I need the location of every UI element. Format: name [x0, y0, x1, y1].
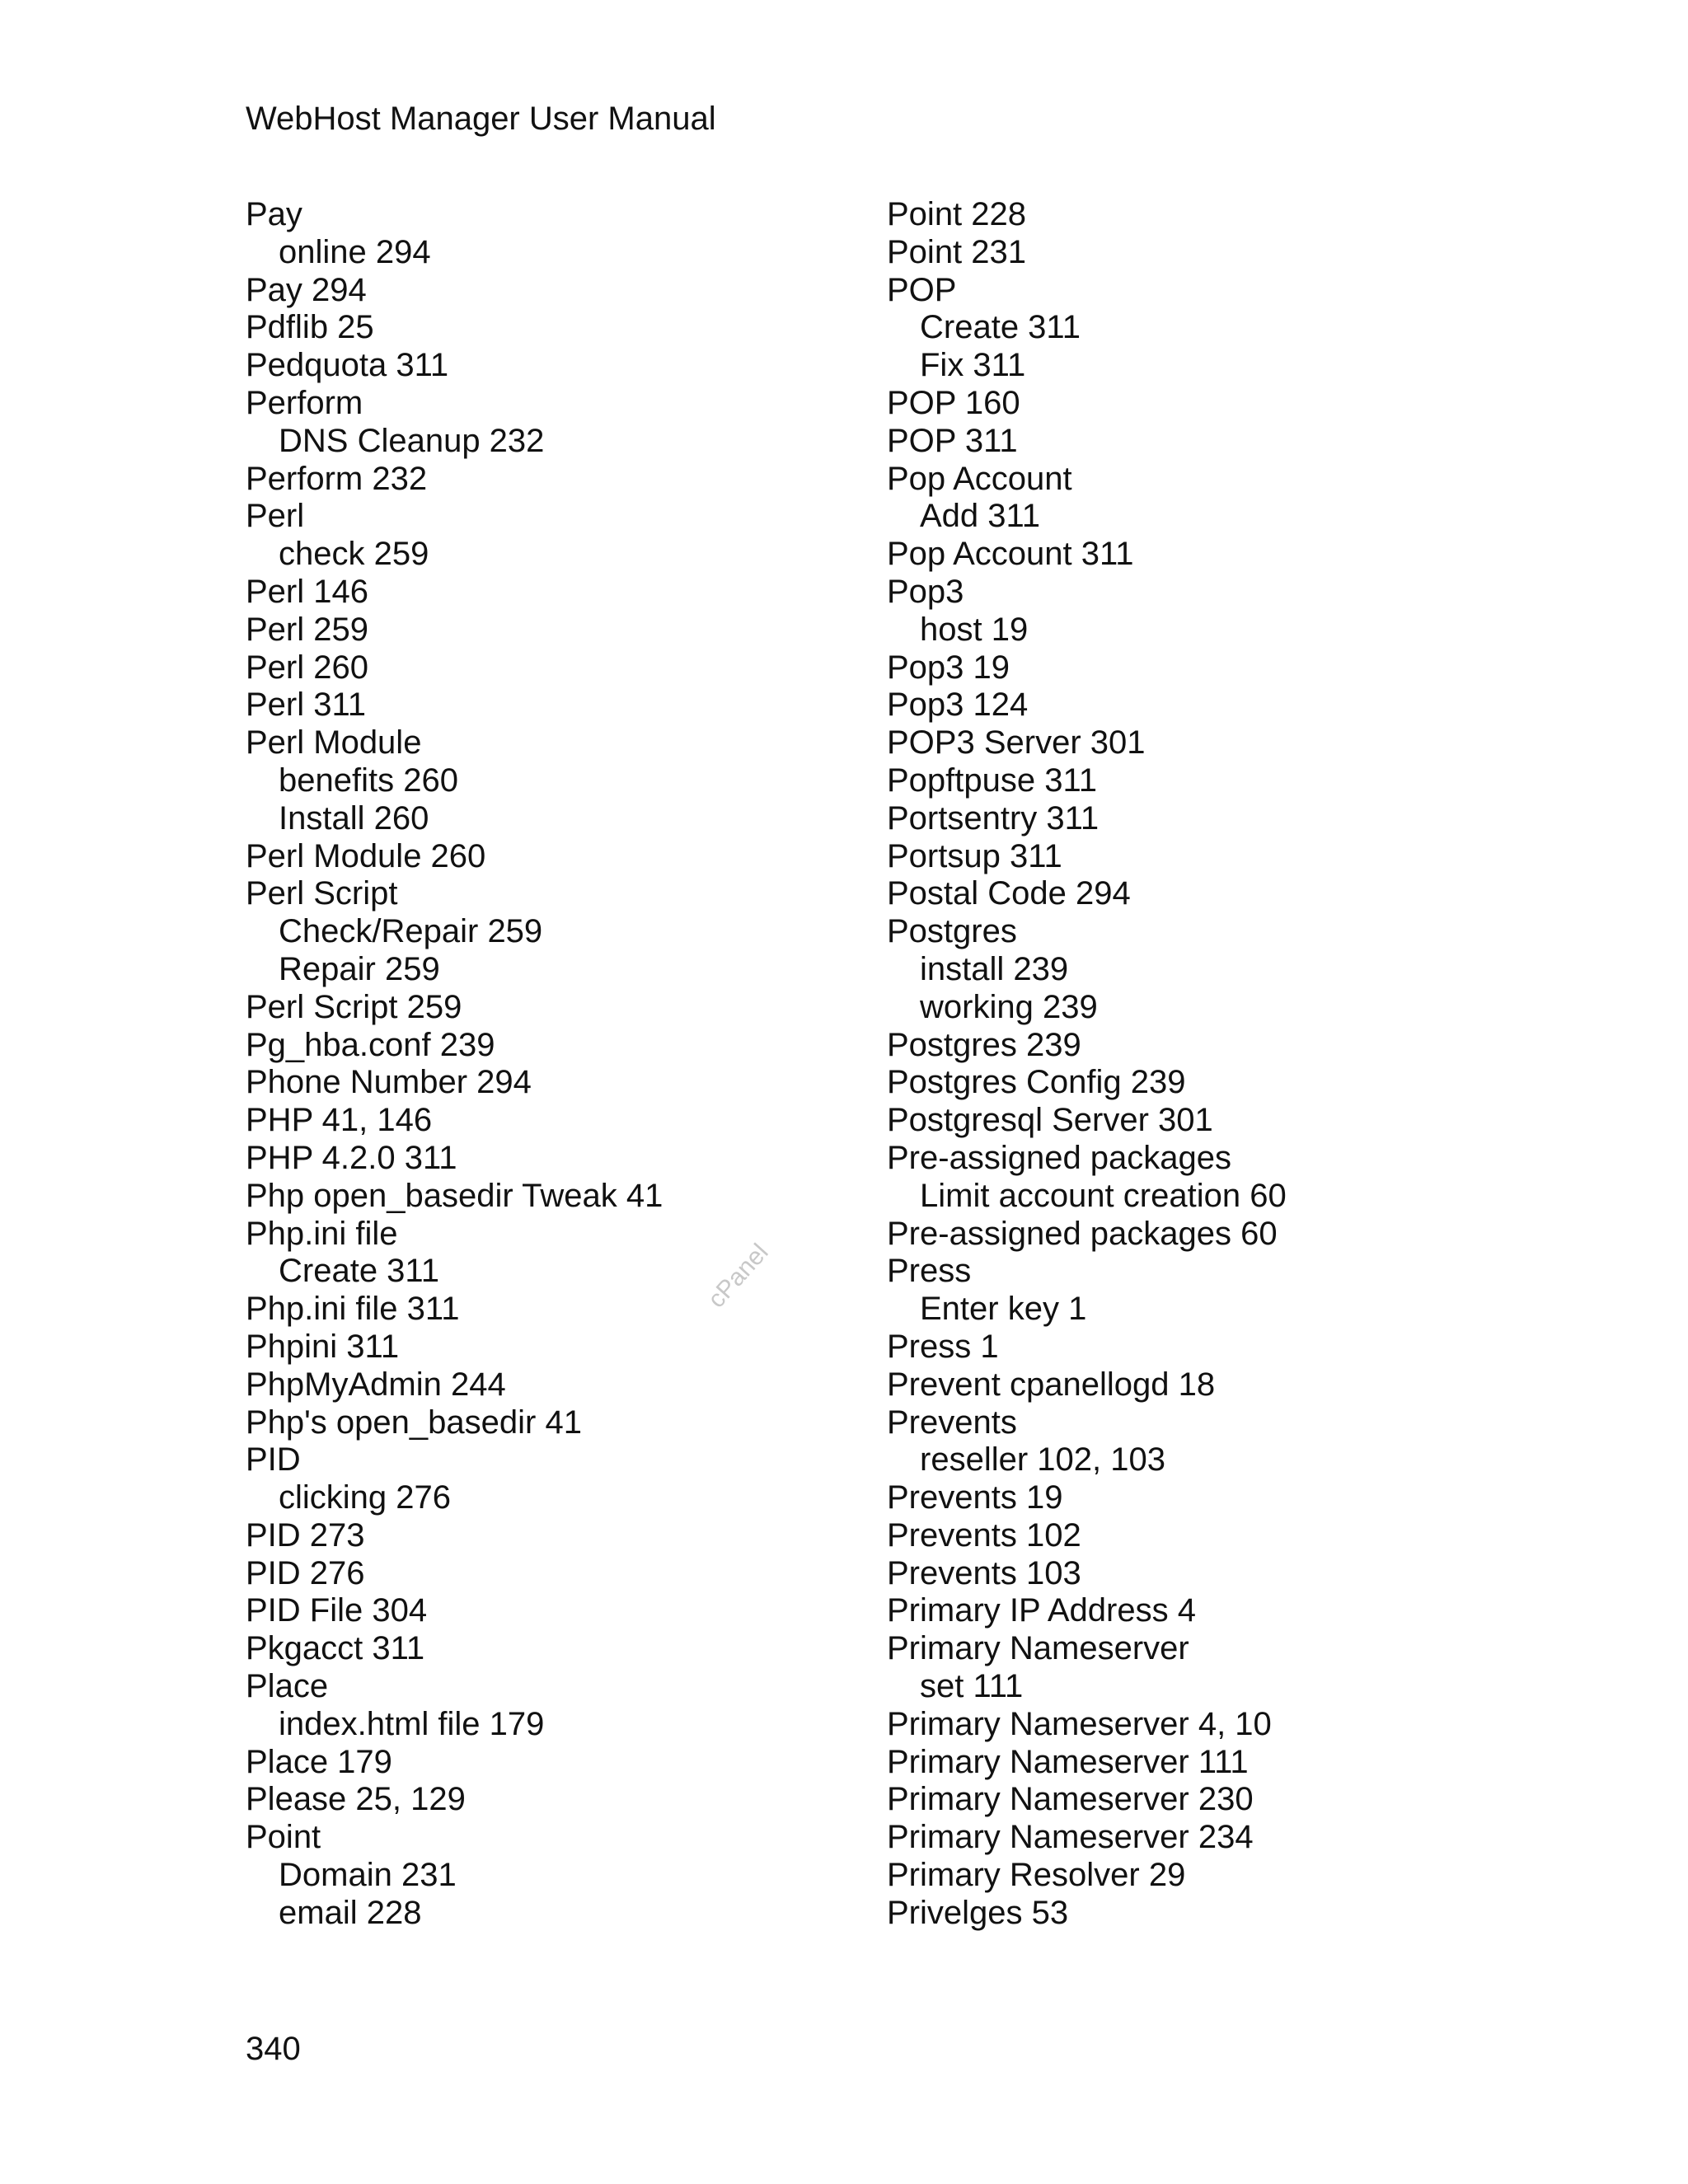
watermark: cPanel: [702, 1239, 774, 1314]
index-entry: Pop3: [887, 573, 964, 610]
index-entry: Postgres: [887, 913, 1017, 950]
index-entry: Pre-assigned packages 60: [887, 1215, 1278, 1252]
index-entry: Prevents: [887, 1404, 1017, 1441]
index-entry: Postgresql Server 301: [887, 1102, 1213, 1139]
index-subentry: host 19: [920, 611, 1029, 648]
index-subentry: index.html file 179: [279, 1705, 545, 1742]
index-entry: Primary Nameserver 230: [887, 1781, 1254, 1818]
index-entry: Phpini 311: [246, 1328, 400, 1365]
index-entry: Pedquota 311: [246, 347, 449, 384]
page-header-title: WebHost Manager User Manual: [246, 101, 716, 137]
index-entry: Popftpuse 311: [887, 762, 1098, 799]
index-entry: Perl 259: [246, 611, 368, 648]
index-entry: Perl Script 259: [246, 988, 462, 1025]
index-entry: Point 231: [887, 233, 1027, 270]
index-subentry: Install 260: [279, 799, 429, 837]
index-entry: Perl: [246, 498, 305, 535]
index-subentry: Enter key 1: [920, 1291, 1087, 1328]
index-entry: Primary Nameserver 111: [887, 1743, 1249, 1780]
index-subentry: set 111: [920, 1668, 1024, 1705]
index-entry: Point: [246, 1819, 321, 1856]
index-entry: Php open_basedir Tweak 41: [246, 1177, 663, 1214]
index-entry: Php.ini file: [246, 1215, 398, 1252]
index-column-right: [887, 196, 1546, 1933]
index-subentry: working 239: [920, 988, 1098, 1025]
index-entry: PHP 41, 146: [246, 1102, 433, 1139]
index-subentry: check 259: [279, 536, 429, 573]
index-entry: Pop Account 311: [887, 536, 1134, 573]
index-entry: Perl 260: [246, 649, 368, 686]
index-subentry: Repair 259: [279, 950, 440, 987]
index-entry: Primary IP Address 4: [887, 1592, 1196, 1629]
index-subentry: benefits 260: [279, 762, 458, 799]
index-entry: PID 273: [246, 1516, 365, 1554]
index-entry: Postgres Config 239: [887, 1064, 1186, 1101]
page-number: 340: [246, 2031, 301, 2067]
index-subentry: Add 311: [920, 498, 1041, 535]
index-subentry: Limit account creation 60: [920, 1177, 1287, 1214]
index-entry: Place: [246, 1668, 329, 1705]
index-entry: Php.ini file 311: [246, 1291, 460, 1328]
index-entry: Primary Nameserver 234: [887, 1819, 1254, 1856]
index-entry: Press 1: [887, 1328, 999, 1365]
index-entry: Pdflib 25: [246, 309, 374, 346]
index-entry: Prevents 103: [887, 1554, 1081, 1591]
index-entry: Phone Number 294: [246, 1064, 532, 1101]
index-entry: PID File 304: [246, 1592, 428, 1629]
index-entry: Portsup 311: [887, 837, 1062, 874]
index-entry: Place 179: [246, 1743, 392, 1780]
index-entry: Php's open_basedir 41: [246, 1404, 582, 1441]
index-entry: Portsentry 311: [887, 799, 1100, 837]
index-entry: Prevents 19: [887, 1479, 1063, 1516]
index-entry: Pop3 124: [887, 687, 1029, 724]
index-entry: Perform 232: [246, 460, 428, 497]
index-column-left: [246, 196, 856, 1933]
index-entry: Pay: [246, 196, 302, 232]
index-entry: PhpMyAdmin 244: [246, 1366, 506, 1403]
index-entry: POP3 Server 301: [887, 724, 1146, 762]
index-entry: POP 160: [887, 384, 1020, 421]
index-subentry: reseller 102, 103: [920, 1441, 1165, 1479]
index-entry: Primary Nameserver: [887, 1630, 1189, 1667]
index-entry: Pkgacct 311: [246, 1630, 425, 1667]
index-subentry: Create 311: [279, 1253, 439, 1290]
index-entry: POP 311: [887, 422, 1018, 459]
index-subentry: install 239: [920, 950, 1069, 987]
index-entry: Point 228: [887, 196, 1027, 232]
index-entry: Perform: [246, 384, 363, 421]
index-entry: Pop Account: [887, 460, 1072, 497]
index-subentry: Create 311: [920, 309, 1081, 346]
index-entry: Perl 311: [246, 687, 367, 724]
index-subentry: clicking 276: [279, 1479, 452, 1516]
index-entry: Pay 294: [246, 271, 367, 308]
index-entry: Privelges 53: [887, 1894, 1069, 1931]
index-entry: Perl Script: [246, 875, 398, 912]
index-subentry: email 228: [279, 1894, 422, 1931]
index-entry: Postgres 239: [887, 1026, 1081, 1063]
index-entry: Perl Module: [246, 724, 422, 762]
index-entry: Pre-assigned packages: [887, 1139, 1232, 1176]
index-entry: Please 25, 129: [246, 1781, 466, 1818]
index-entry: Perl Module 260: [246, 837, 486, 874]
index-subentry: DNS Cleanup 232: [279, 422, 545, 459]
index-entry: PHP 4.2.0 311: [246, 1139, 457, 1176]
index-entry: Press: [887, 1253, 972, 1290]
index-entry: Postal Code 294: [887, 875, 1131, 912]
index-entry: Prevents 102: [887, 1516, 1081, 1554]
index-entry: Perl 146: [246, 573, 368, 610]
index-entry: PID: [246, 1441, 301, 1479]
index-entry: Pg_hba.conf 239: [246, 1026, 495, 1063]
index-subentry: Fix 311: [920, 347, 1026, 384]
index-subentry: Check/Repair 259: [279, 913, 543, 950]
index-entry: Prevent cpanellogd 18: [887, 1366, 1216, 1403]
index-entry: Pop3 19: [887, 649, 1010, 686]
index-entry: Primary Resolver 29: [887, 1857, 1186, 1894]
index-entry: PID 276: [246, 1554, 365, 1591]
index-entry: Primary Nameserver 4, 10: [887, 1705, 1272, 1742]
index-entry: POP: [887, 271, 957, 308]
index-subentry: online 294: [279, 233, 431, 270]
index-subentry: Domain 231: [279, 1857, 457, 1894]
